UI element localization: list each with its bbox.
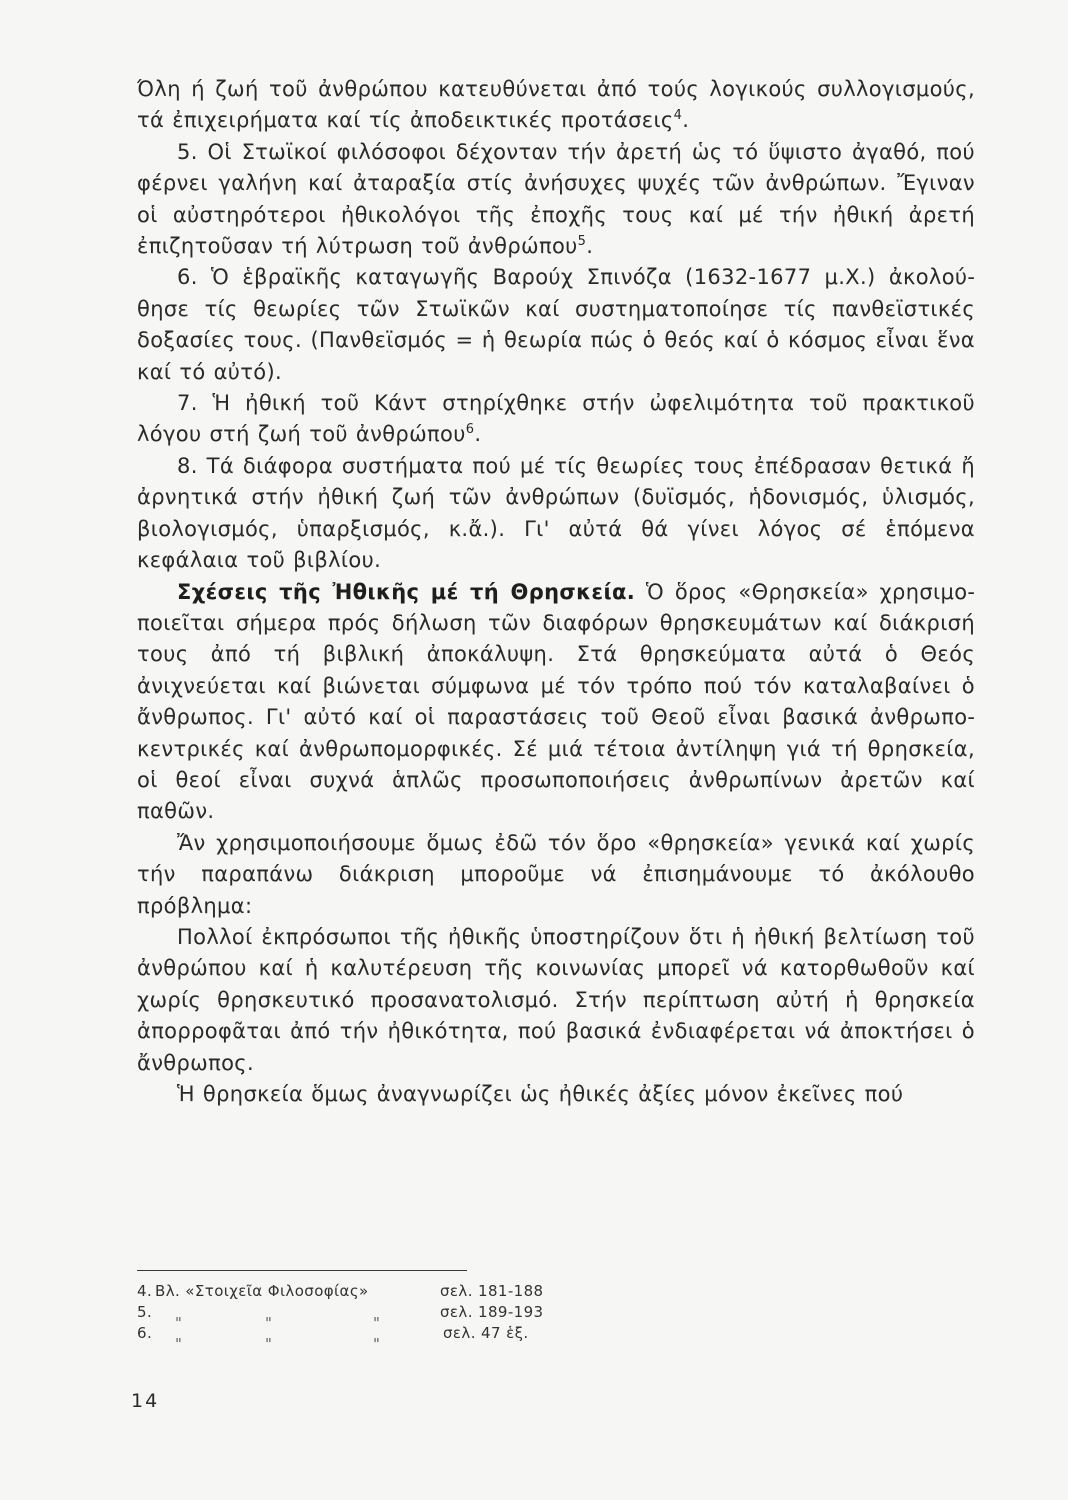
footnote-ref-6: 6 xyxy=(465,422,475,438)
footnote-5: 5. " " " σελ. 189-193 xyxy=(137,1303,544,1332)
footnote-number: 4. xyxy=(137,1282,153,1300)
footnote-number: 6. xyxy=(137,1324,153,1342)
section-heading: Σχέσεις τῆς Ἠθικῆς μέ τή Θρησκεία. xyxy=(177,579,636,604)
paragraph-1: Όλη ή ζωή τοῦ ἀνθρώπου κατευθύνεται ἀπό τούς λογικούς συλλογισμούς, τά ἐπιχειρήματα καί τίς ἀποδεικτικές προτάσεις$^4$. xyxy=(137,77,975,133)
section-paragraph-religion: Σχέσεις τῆς Ἠθικῆς μέ τή Θρησκεία. Ὁ ὅρος «Θρησκεία» χρησιμοποιεῖται σήμερα πρός δήλωση τῶν διαφόρων θρησκευμάτων καί διάκρισή τους ἀπό τή βιβλική ἀποκάλυψη. Στά θρησκεύματα αὐτά ὁ Θεός ἀνιχνεύεται καί βιώνεται σύμφωνα μέ τόν τρόπο πού τόν καταλαβαίνει ὁ ἄνθρωπος. Γι' αὐτό καί οἱ παραστάσεις τοῦ Θεοῦ εἶναι βασικά ἀνθρωποκεντρικές καί ἀνθρωπομορφικές. Σέ μιά τέτοια ἀντίληψη γιά τή θρησκεία, οἱ θεοί εἶναι συχνά ἁπλῶς προσωποποιήσεις ἀνθρωπίνων ἀρετῶν καί παθῶν. xyxy=(137,579,975,824)
paragraph-item-8: 8. Τά διάφορα συστήματα πού μέ τίς θεωρίες τους ἐπέδρασαν θετικά ἤ ἀρνητικά στήν ἠθική ζωή τῶν ἀνθρώπων (δυϊσμός, ἡδονισμός, ὑλισμός, βιολογισμός, ὑπαρξισμός, κ.ἄ.). Γι' αὐτά θά γίνει λόγος σέ ἑπόμενα κεφάλαια τοῦ βιβλίου. xyxy=(137,453,975,573)
footnote-6: 6. " " " σελ. 47 ἑξ. xyxy=(137,1324,529,1353)
footnote-number: 5. xyxy=(137,1303,153,1321)
footnotes xyxy=(137,1281,637,1353)
paragraph-religion-recognizes: Ἡ θρησκεία ὅμως ἀναγνωρίζει ὡς ἠθικές ἀξίες μόνον ἐκεῖνες πού xyxy=(177,1082,904,1106)
footnote-source: Βλ. «Στοιχεῖα Φιλοσοφίας» xyxy=(155,1282,369,1300)
footnote-pages: σελ. 181-188 xyxy=(440,1282,544,1300)
paragraph-religion-general: Ἄν χρησιμοποιήσουμε ὅμως ἐδῶ τόν ὅρο «θρησκεία» γενικά καί χωρίς τήν παραπάνω διάκριση μποροῦμε νά ἐπισημάνουμε τό ἀκόλουθο πρόβλημα: xyxy=(137,830,975,918)
footnote-pages: σελ. 189-193 xyxy=(440,1303,544,1321)
paragraph-item-5: 5. Οἱ Στωϊκοί φιλόσοφοι δέχονταν τήν ἀρετή ὡς τό ὕψιστο ἀγαθό, πού φέρνει γαλήνη καί ἀταραξία στίς ἀνήσυχες ψυχές τῶν ἀνθρώπων. Ἔγιναν οἱ αὐστηρότεροι ἠθικολόγοι τῆς ἐποχῆς τους καί μέ τήν ἠθική ἀρετή ἐπιζητοῦσαν τή λύτρωση τοῦ ἀνθρώπου$^5$. xyxy=(137,139,975,259)
page-number: 14 xyxy=(131,1390,160,1412)
paragraph-item-6: 6. Ὁ ἑβραϊκῆς καταγωγῆς Βαρούχ Σπινόζα (1632-1677 μ.Χ.) ἀκολούθησε τίς θεωρίες τῶν Στωϊκῶν καί συστηματοποίησε τίς πανθεϊστικές δοξασίες τους. (Πανθεϊσμός = ἡ θεωρία πώς ὁ θεός καί ὁ κόσμος εἶναι ἕνα καί τό αὐτό). xyxy=(137,265,975,384)
footnote-pages: σελ. 47 ἑξ. xyxy=(443,1324,529,1342)
footnote-divider xyxy=(137,1270,467,1271)
body-text xyxy=(137,74,975,1110)
paragraph-item-7: 7. Ἡ ἠθική τοῦ Κάντ στηρίχθηκε στήν ὠφελιμότητα τοῦ πρακτικοῦ λόγου στή ζωή τοῦ ἀνθρώπου$^6$. xyxy=(137,391,975,447)
footnote-4 xyxy=(137,1281,637,1302)
footnote-ref-5: 5 xyxy=(577,234,587,250)
footnote-ref-4: 4 xyxy=(673,108,683,124)
paragraph-ethics-representatives: Πολλοί ἐκπρόσωποι τῆς ἠθικῆς ὑποστηρίζουν ὅτι ἡ ἠθική βελτίωση τοῦ ἀνθρώπου καί ἡ καλυτέρευση τῆς κοινωνίας μπορεῖ νά κατορθωθοῦν καί χωρίς θρησκευτικό προσανατολισμό. Στήν περίπτωση αὐτή ἡ θρησκεία ἀπορροφᾶται ἀπό τήν ἠθικότητα, πού βασικά ἐνδιαφέρεται νά ἀποκτήσει ὁ ἄνθρωπος. xyxy=(137,924,975,1075)
